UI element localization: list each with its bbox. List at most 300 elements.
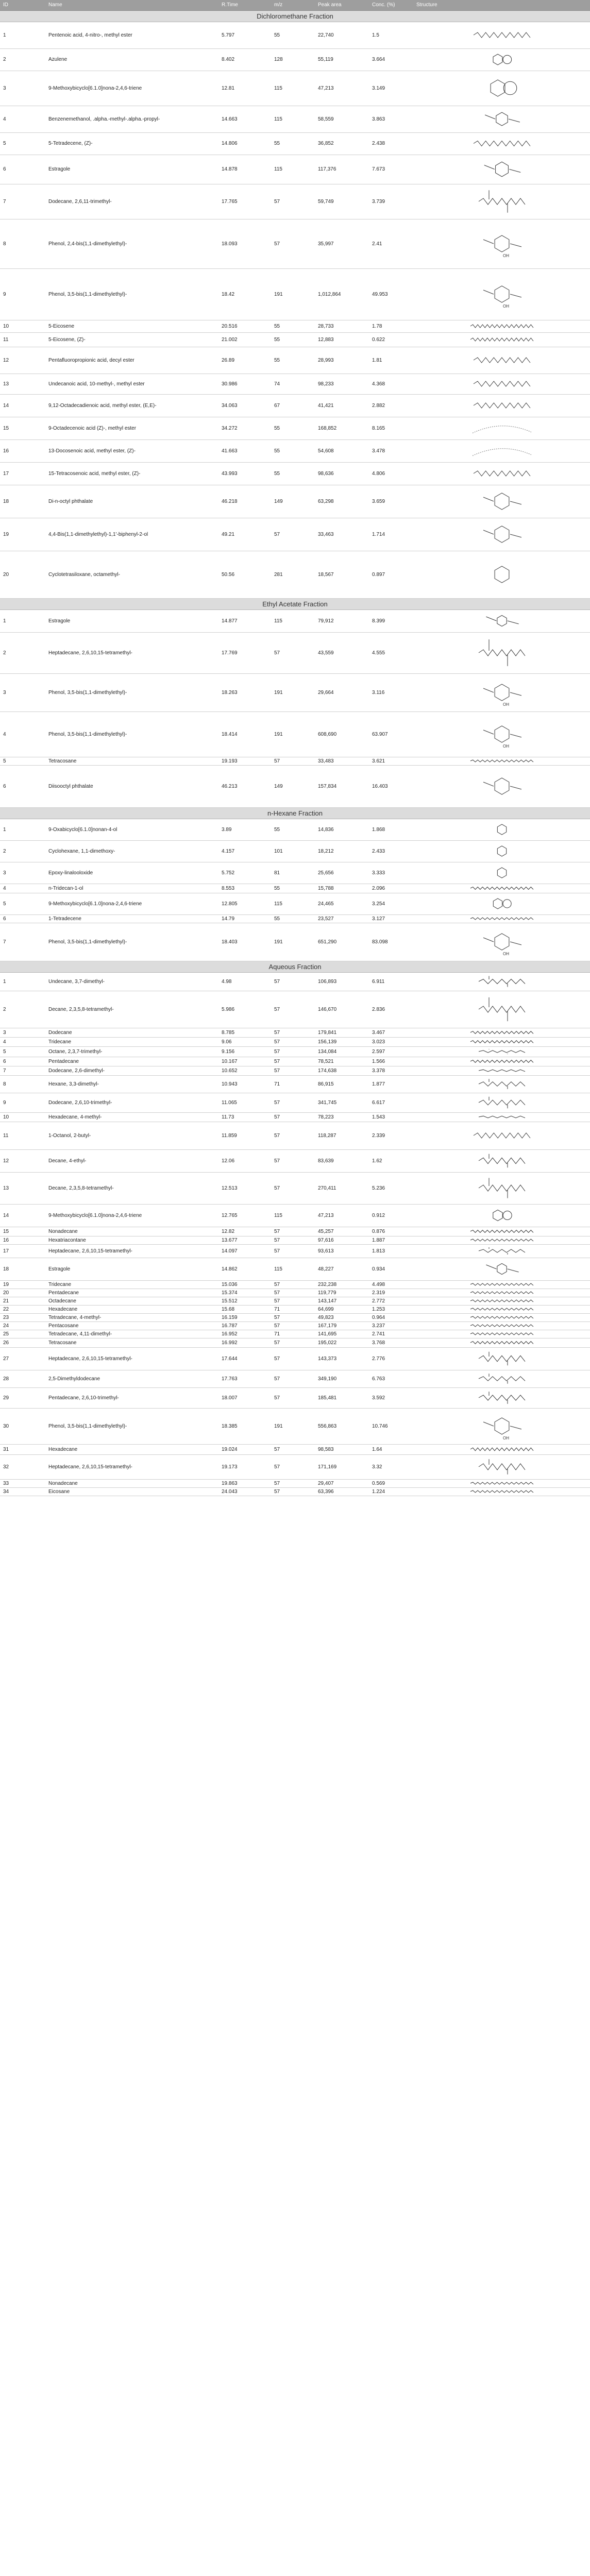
- cell-concentration: 1.64: [369, 1444, 413, 1454]
- cell-mz: 57: [271, 1028, 315, 1037]
- cell-id: 2: [0, 840, 45, 862]
- cell-retention-time: 15.68: [218, 1305, 271, 1313]
- bicyclic-structure-icon: [468, 1206, 535, 1225]
- cell-id: 19: [0, 1280, 45, 1289]
- cell-structure: [413, 765, 590, 807]
- cell-id: 29: [0, 1387, 45, 1408]
- cell-mz: 55: [271, 22, 315, 48]
- cell-retention-time: 4.98: [218, 972, 271, 991]
- cell-retention-time: 15.374: [218, 1289, 271, 1297]
- branched-alkane-structure-icon: [468, 1151, 535, 1171]
- cell-structure: [413, 840, 590, 862]
- cell-structure: [413, 71, 590, 106]
- branched-alkane-structure-icon: [468, 1174, 535, 1202]
- cell-name: Undecane, 3,7-dimethyl-: [45, 972, 218, 991]
- cell-retention-time: 16.787: [218, 1321, 271, 1330]
- long-chain-structure-icon: [468, 1058, 535, 1064]
- cell-peak-area: 12,883: [315, 332, 369, 347]
- cell-id: 8: [0, 219, 45, 268]
- branched-alkane-structure-icon: [468, 1048, 535, 1055]
- cell-peak-area: 18,212: [315, 840, 369, 862]
- cell-concentration: 3.467: [369, 1028, 413, 1037]
- cell-concentration: 4.555: [369, 632, 413, 673]
- cell-structure: [413, 184, 590, 219]
- cell-mz: 57: [271, 184, 315, 219]
- bicyclic-structure-icon: [468, 894, 535, 913]
- table-row: [0, 219, 590, 268]
- cell-id: 6: [0, 1057, 45, 1066]
- branched-alkane-structure-icon: [468, 634, 535, 672]
- cell-concentration: 1.78: [369, 320, 413, 332]
- cell-id: 9: [0, 268, 45, 320]
- cell-peak-area: 167,179: [315, 1321, 369, 1330]
- long-chain-structure-icon: [468, 1481, 535, 1486]
- estragole-structure-icon: [468, 156, 535, 182]
- table-row: [0, 268, 590, 320]
- long-chain-structure-icon: [468, 1282, 535, 1287]
- cell-peak-area: 270,411: [315, 1172, 369, 1204]
- fluoro-ester-structure-icon: [468, 348, 535, 372]
- cell-mz: 57: [271, 1066, 315, 1075]
- cell-concentration: 1.5: [369, 22, 413, 48]
- cell-mz: 57: [271, 1444, 315, 1454]
- cell-concentration: 1.813: [369, 1244, 413, 1258]
- branched-alkane-structure-icon: [468, 1246, 535, 1256]
- cell-name: Estragole: [45, 155, 218, 184]
- long-chain-structure-icon: [468, 1039, 535, 1045]
- table-row: [0, 22, 590, 48]
- table-row: [0, 1093, 590, 1112]
- table-row: [0, 1479, 590, 1487]
- cell-mz: 128: [271, 48, 315, 71]
- cell-id: 10: [0, 320, 45, 332]
- cell-peak-area: 83,639: [315, 1149, 369, 1172]
- cell-id: 23: [0, 1313, 45, 1321]
- cell-concentration: 3.664: [369, 48, 413, 71]
- cell-peak-area: 608,690: [315, 711, 369, 757]
- cell-structure: [413, 320, 590, 332]
- cell-structure: [413, 1387, 590, 1408]
- cell-structure: [413, 1075, 590, 1093]
- cell-mz: 57: [271, 632, 315, 673]
- cell-concentration: 1.868: [369, 819, 413, 840]
- cell-peak-area: 117,376: [315, 155, 369, 184]
- cell-retention-time: 17.765: [218, 184, 271, 219]
- branched-alkane-structure-icon: [468, 1456, 535, 1478]
- table-row: [0, 1122, 590, 1149]
- cell-name: 9-Methoxybicyclo[6.1.0]nona-2,4,6-triene: [45, 893, 218, 914]
- branched-alkane-structure-icon: [468, 992, 535, 1026]
- cell-structure: [413, 518, 590, 551]
- cell-peak-area: 48,227: [315, 1258, 369, 1280]
- cell-name: 5-Tetradecene, (Z)-: [45, 132, 218, 155]
- cell-retention-time: 9.156: [218, 1046, 271, 1057]
- cell-name: Hexadecane, 4-methyl-: [45, 1112, 218, 1122]
- cell-peak-area: 232,238: [315, 1280, 369, 1289]
- cell-concentration: 3.768: [369, 1338, 413, 1347]
- cell-peak-area: 59,749: [315, 184, 369, 219]
- cell-concentration: 3.478: [369, 439, 413, 462]
- cell-concentration: 3.116: [369, 673, 413, 711]
- section-header: [0, 10, 590, 22]
- cell-mz: 71: [271, 1330, 315, 1338]
- long-chain-structure-icon: [468, 916, 535, 921]
- cell-name: Di-n-octyl phthalate: [45, 485, 218, 518]
- cell-concentration: 63.907: [369, 711, 413, 757]
- long-chain-structure-icon: [468, 1323, 535, 1328]
- cell-retention-time: 18.263: [218, 673, 271, 711]
- cell-id: 13: [0, 374, 45, 394]
- table-row: [0, 462, 590, 485]
- table-row: [0, 1347, 590, 1370]
- cell-structure: [413, 1057, 590, 1066]
- branched-alkane-structure-icon: [468, 1077, 535, 1091]
- cell-id: 27: [0, 1347, 45, 1370]
- table-row: [0, 132, 590, 155]
- cell-name: n-Tridecan-1-ol: [45, 884, 218, 893]
- phenol-structure-icon: [468, 221, 535, 267]
- phenol-structure-icon: [468, 270, 535, 318]
- cell-id: 18: [0, 485, 45, 518]
- cell-id: 24: [0, 1321, 45, 1330]
- cell-mz: 55: [271, 417, 315, 439]
- cell-mz: 57: [271, 1347, 315, 1370]
- section-title: Aqueous Fraction: [0, 961, 590, 972]
- cell-peak-area: 141,695: [315, 1330, 369, 1338]
- cell-concentration: 16.403: [369, 765, 413, 807]
- cell-retention-time: 18.007: [218, 1387, 271, 1408]
- branched-alkane-structure-icon: [468, 185, 535, 217]
- cell-name: Phenol, 2,4-bis(1,1-dimethylethyl)-: [45, 219, 218, 268]
- long-chain-structure-icon: [468, 1489, 535, 1494]
- cell-mz: 55: [271, 332, 315, 347]
- curved-chain-structure-icon: [468, 441, 535, 461]
- cell-concentration: 6.617: [369, 1093, 413, 1112]
- cell-structure: [413, 862, 590, 884]
- cell-id: 16: [0, 1236, 45, 1244]
- cell-retention-time: 12.765: [218, 1204, 271, 1227]
- cell-id: 10: [0, 1112, 45, 1122]
- cell-name: Decane, 2,3,5,8-tetramethyl-: [45, 1172, 218, 1204]
- cell-name: Decane, 4-ethyl-: [45, 1149, 218, 1172]
- cell-concentration: 2.096: [369, 884, 413, 893]
- cell-concentration: 2.741: [369, 1330, 413, 1338]
- cell-concentration: 3.378: [369, 1066, 413, 1075]
- cell-retention-time: 8.553: [218, 884, 271, 893]
- cell-structure: [413, 1321, 590, 1330]
- cell-structure: [413, 1289, 590, 1297]
- cell-mz: 55: [271, 914, 315, 923]
- cell-peak-area: 93,613: [315, 1244, 369, 1258]
- cell-retention-time: 19.173: [218, 1454, 271, 1479]
- cell-name: Tridecane: [45, 1037, 218, 1046]
- cell-name: Pentafluoropropionic acid, decyl ester: [45, 347, 218, 374]
- cell-structure: [413, 22, 590, 48]
- cell-concentration: 8.399: [369, 609, 413, 632]
- cell-structure: [413, 1305, 590, 1313]
- cell-structure: [413, 132, 590, 155]
- cell-peak-area: 15,788: [315, 884, 369, 893]
- cell-id: 4: [0, 1037, 45, 1046]
- cell-retention-time: 12.82: [218, 1227, 271, 1236]
- cell-mz: 57: [271, 1057, 315, 1066]
- cell-structure: [413, 439, 590, 462]
- cell-retention-time: 26.89: [218, 347, 271, 374]
- cell-name: Estragole: [45, 1258, 218, 1280]
- cell-name: Dodecane, 2,6-dimethyl-: [45, 1066, 218, 1075]
- cell-peak-area: 179,841: [315, 1028, 369, 1037]
- cell-peak-area: 29,664: [315, 673, 369, 711]
- cell-name: Epoxy-linalooloxide: [45, 862, 218, 884]
- epoxide-ring-structure-icon: [468, 820, 535, 839]
- cell-peak-area: 156,139: [315, 1037, 369, 1046]
- cell-peak-area: 171,169: [315, 1454, 369, 1479]
- cell-concentration: 3.023: [369, 1037, 413, 1046]
- table-row: [0, 155, 590, 184]
- branched-alkane-structure-icon: [468, 1371, 535, 1386]
- branched-alkane-structure-icon: [468, 1389, 535, 1406]
- cell-concentration: 3.659: [369, 485, 413, 518]
- cell-id: 2: [0, 991, 45, 1028]
- cell-id: 1: [0, 609, 45, 632]
- cell-concentration: 2.339: [369, 1122, 413, 1149]
- ester-chain-structure-icon: [468, 375, 535, 393]
- cell-retention-time: 14.877: [218, 609, 271, 632]
- cell-structure: [413, 914, 590, 923]
- cell-peak-area: 33,483: [315, 757, 369, 765]
- cell-concentration: 3.32: [369, 1454, 413, 1479]
- svg-text:OH: OH: [502, 744, 509, 749]
- svg-text:OH: OH: [502, 1436, 509, 1440]
- cell-peak-area: 14,836: [315, 819, 369, 840]
- cell-name: Heptadecane, 2,6,10,15-tetramethyl-: [45, 1244, 218, 1258]
- cell-concentration: 2.882: [369, 394, 413, 417]
- cell-peak-area: 157,834: [315, 765, 369, 807]
- cell-structure: [413, 991, 590, 1028]
- cell-peak-area: 97,616: [315, 1236, 369, 1244]
- cell-concentration: 1.62: [369, 1149, 413, 1172]
- cell-name: Hexadecane: [45, 1444, 218, 1454]
- cell-id: 5: [0, 757, 45, 765]
- table-row: [0, 71, 590, 106]
- cell-mz: 57: [271, 1338, 315, 1347]
- cell-mz: 57: [271, 1479, 315, 1487]
- cell-mz: 57: [271, 1244, 315, 1258]
- cell-mz: 149: [271, 485, 315, 518]
- header-retention-time: R.Time: [218, 0, 271, 10]
- cell-structure: [413, 757, 590, 765]
- cell-retention-time: 12.81: [218, 71, 271, 106]
- cell-id: 2: [0, 632, 45, 673]
- cell-structure: [413, 1338, 590, 1347]
- cell-name: Phenol, 3,5-bis(1,1-dimethylethyl)-: [45, 1408, 218, 1444]
- table-row: [0, 862, 590, 884]
- table-row: [0, 972, 590, 991]
- cell-concentration: 2.836: [369, 991, 413, 1028]
- cell-concentration: 3.237: [369, 1321, 413, 1330]
- table-row: [0, 1057, 590, 1066]
- cell-retention-time: 14.878: [218, 155, 271, 184]
- cell-retention-time: 18.403: [218, 923, 271, 961]
- cell-retention-time: 50.56: [218, 551, 271, 598]
- section-title: Dichloromethane Fraction: [0, 10, 590, 22]
- cell-retention-time: 16.992: [218, 1338, 271, 1347]
- cell-concentration: 0.876: [369, 1227, 413, 1236]
- cell-concentration: 0.897: [369, 551, 413, 598]
- cell-mz: 57: [271, 1280, 315, 1289]
- cell-concentration: 3.739: [369, 184, 413, 219]
- cell-mz: 115: [271, 893, 315, 914]
- cell-mz: 67: [271, 394, 315, 417]
- cell-peak-area: 98,636: [315, 462, 369, 485]
- cell-peak-area: 25,656: [315, 862, 369, 884]
- table-row: [0, 1370, 590, 1387]
- cell-name: Eicosane: [45, 1487, 218, 1496]
- cell-retention-time: 12.805: [218, 893, 271, 914]
- long-chain-structure-icon: [468, 1446, 535, 1453]
- cell-structure: [413, 1244, 590, 1258]
- cell-retention-time: 17.644: [218, 1347, 271, 1370]
- cell-concentration: 1.714: [369, 518, 413, 551]
- cell-peak-area: 63,396: [315, 1487, 369, 1496]
- cell-concentration: 10.746: [369, 1408, 413, 1444]
- cell-retention-time: 3.89: [218, 819, 271, 840]
- cell-id: 13: [0, 1172, 45, 1204]
- cell-retention-time: 18.414: [218, 711, 271, 757]
- alcohol-chain-structure-icon: [468, 1123, 535, 1148]
- cell-structure: [413, 1046, 590, 1057]
- cell-retention-time: 43.993: [218, 462, 271, 485]
- long-chain-structure-icon: [468, 1290, 535, 1295]
- cell-peak-area: 28,993: [315, 347, 369, 374]
- cell-concentration: 6.911: [369, 972, 413, 991]
- cell-id: 33: [0, 1479, 45, 1487]
- cell-peak-area: 41,421: [315, 394, 369, 417]
- estragole-structure-icon: [468, 611, 535, 631]
- cell-name: 5-Eicosene: [45, 320, 218, 332]
- cell-mz: 57: [271, 1227, 315, 1236]
- table-row: [0, 609, 590, 632]
- cell-structure: [413, 609, 590, 632]
- cell-structure: [413, 1313, 590, 1321]
- cell-mz: 191: [271, 711, 315, 757]
- siloxane-ring-structure-icon: [468, 552, 535, 597]
- cell-retention-time: 19.193: [218, 757, 271, 765]
- table-row: [0, 1236, 590, 1244]
- cell-name: Phenol, 3,5-bis(1,1-dimethylethyl)-: [45, 673, 218, 711]
- cell-peak-area: 651,290: [315, 923, 369, 961]
- table-row: [0, 394, 590, 417]
- cell-id: 7: [0, 1066, 45, 1075]
- cell-peak-area: 23,527: [315, 914, 369, 923]
- cell-concentration: 1.224: [369, 1487, 413, 1496]
- cell-id: 1: [0, 972, 45, 991]
- cell-name: Octadecane: [45, 1297, 218, 1305]
- cell-structure: [413, 1112, 590, 1122]
- cell-peak-area: 24,465: [315, 893, 369, 914]
- cell-mz: 57: [271, 991, 315, 1028]
- cell-name: 2,5-Dimethyldodecane: [45, 1370, 218, 1387]
- cell-name: 15-Tetracosenoic acid, methyl ester, (Z)-: [45, 462, 218, 485]
- cell-name: Estragole: [45, 609, 218, 632]
- cell-mz: 71: [271, 1075, 315, 1093]
- cell-name: Tetracosane: [45, 1338, 218, 1347]
- phthalate-structure-icon: [468, 486, 535, 516]
- table-row: [0, 1454, 590, 1479]
- cell-retention-time: 13.677: [218, 1236, 271, 1244]
- cell-retention-time: 14.663: [218, 106, 271, 132]
- table-row: [0, 518, 590, 551]
- cell-peak-area: 118,287: [315, 1122, 369, 1149]
- cell-name: 9,12-Octadecadienoic acid, methyl ester, (E,E)-: [45, 394, 218, 417]
- cell-peak-area: 195,022: [315, 1338, 369, 1347]
- cell-mz: 57: [271, 1112, 315, 1122]
- table-row: [0, 551, 590, 598]
- cell-name: Phenol, 3,5-bis(1,1-dimethylethyl)-: [45, 268, 218, 320]
- cell-structure: [413, 268, 590, 320]
- cell-name: Diisooctyl phthalate: [45, 765, 218, 807]
- long-chain-structure-icon: [468, 1307, 535, 1312]
- table-row: [0, 417, 590, 439]
- table-row: [0, 1321, 590, 1330]
- cell-name: Tetradecane, 4,11-dimethyl-: [45, 1330, 218, 1338]
- cell-structure: [413, 972, 590, 991]
- cell-structure: [413, 1479, 590, 1487]
- cell-name: Tetradecane, 4-methyl-: [45, 1313, 218, 1321]
- cell-concentration: 1.543: [369, 1112, 413, 1122]
- cell-id: 6: [0, 155, 45, 184]
- cell-peak-area: 78,223: [315, 1112, 369, 1122]
- table-row: [0, 1313, 590, 1321]
- cell-id: 20: [0, 551, 45, 598]
- svg-text:OH: OH: [502, 702, 509, 707]
- bicyclic-structure-icon: [468, 72, 535, 104]
- svg-text:OH: OH: [502, 253, 509, 258]
- svg-text:OH: OH: [502, 304, 509, 309]
- long-chain-structure-icon: [468, 1029, 535, 1036]
- cell-concentration: 5.236: [369, 1172, 413, 1204]
- cell-name: 1-Tetradecene: [45, 914, 218, 923]
- cell-id: 5: [0, 1046, 45, 1057]
- cell-id: 15: [0, 1227, 45, 1236]
- cell-concentration: 1.877: [369, 1075, 413, 1093]
- cell-mz: 74: [271, 374, 315, 394]
- cell-structure: [413, 417, 590, 439]
- long-chain-structure-icon: [468, 758, 535, 764]
- cell-retention-time: 10.167: [218, 1057, 271, 1066]
- cell-id: 3: [0, 1028, 45, 1037]
- table-row: [0, 1408, 590, 1444]
- azulene-structure-icon: [468, 50, 535, 69]
- cell-mz: 57: [271, 972, 315, 991]
- cell-name: Pentadecane: [45, 1289, 218, 1297]
- cell-peak-area: 49,823: [315, 1313, 369, 1321]
- cell-concentration: 0.622: [369, 332, 413, 347]
- table-row: [0, 1204, 590, 1227]
- cell-id: 8: [0, 1075, 45, 1093]
- cell-mz: 115: [271, 1258, 315, 1280]
- cell-retention-time: 30.986: [218, 374, 271, 394]
- section-header: [0, 807, 590, 819]
- cell-concentration: 1.566: [369, 1057, 413, 1066]
- cell-retention-time: 41.663: [218, 439, 271, 462]
- cell-structure: [413, 1122, 590, 1149]
- cell-id: 28: [0, 1370, 45, 1387]
- cell-mz: 57: [271, 1387, 315, 1408]
- cell-peak-area: 143,373: [315, 1347, 369, 1370]
- cell-structure: [413, 551, 590, 598]
- phenol-structure-icon: [468, 924, 535, 959]
